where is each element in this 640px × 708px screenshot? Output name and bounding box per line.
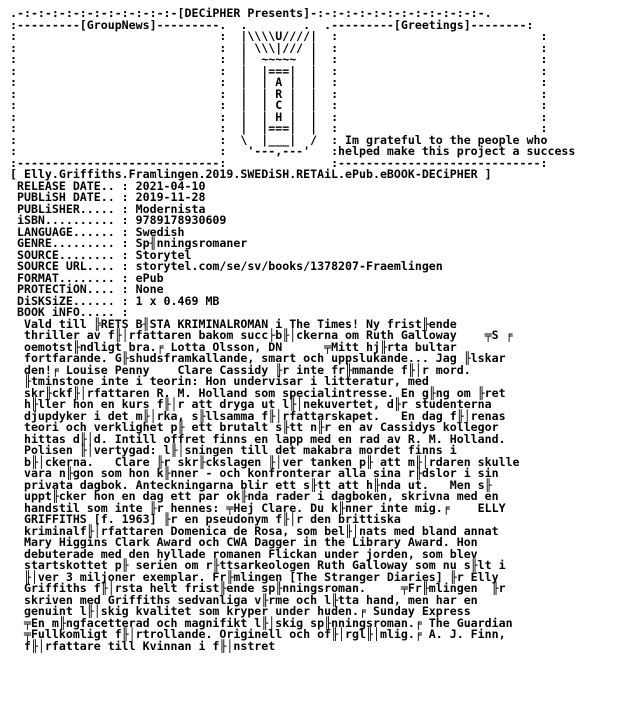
nfo-line: .-:-:-:-:-:-:-:-:-:-:-:-[DECiPHER Presents]-:-:-:-:-:-:-:-:-:-:-:-:-.	[10, 6, 492, 20]
nfo-line: GRIFFITHS [f. 1963] ╟r en pseudonym f╟│r den brittiska	[10, 512, 401, 526]
nfo-line: debuterade med den hyllade romanen Flickan under jorden, som blev	[10, 546, 478, 561]
nfo-line: iSBN.......... : 9789178930609	[10, 213, 227, 227]
nfo-line: ╟tminstone inte i teorin: Hon undervisar i litteratur, med	[10, 374, 429, 388]
nfo-line: b╟│ckerna. Clare ╟r skr╟ckslagen ╟│ver tanken p╟ att m╟│rdaren skulle	[10, 454, 520, 469]
nfo-line: : : | | C | | : :	[10, 98, 548, 112]
nfo-line: GENRE......... : Sp╢nningsromaner	[10, 236, 248, 250]
nfo-line: PUBLiSHER..... : Modernista	[10, 201, 206, 216]
nfo-line: ╤En m╟ngfacetterad och magnifikt l╟│skig sp╟nningsroman.╒ The Guardian	[10, 615, 513, 630]
nfo-line: oemotst╟ndligt bra.╒ Lotta Olsson, DN ╤Mitt hj╟rta bultar	[10, 339, 457, 354]
nfo-line: : : | |===| | : :	[10, 121, 548, 135]
nfo-line: djupdyker i det m╟│rka, s╟llsamma f╟│rfattarskapet. En dag f╟│renas	[10, 408, 506, 423]
nfo-line: SOURCE URL.... : storytel.com/se/sv/books/1378207-Fraemlingen	[10, 259, 443, 273]
nfo-line: ╤Fullkomligt f╟│rtrollande. Originell och of╟│rgl╟│mlig.╒ A. J. Finn,	[10, 627, 506, 641]
nfo-line: : : | ~~~~~ | : :	[10, 52, 548, 66]
nfo-line: Vald till ╠RETS B╢STA KRIMINALROMAN i The Times! Ny frist╟ende	[10, 316, 457, 331]
nfo-line: hittas d╟│d. Intill offret finns en lapp med en rad av R. M. Holland.	[10, 431, 506, 446]
nfo-document	[10, 8, 575, 652]
nfo-line: : : | |===| | : :	[10, 63, 548, 78]
nfo-line: BOOK iNFO..... :	[10, 305, 129, 319]
nfo-line: RELEASE DATE.. : 2021-04-10	[10, 178, 206, 193]
nfo-line: Polisen ╟│vertygad: l╟│sningen till det makabra mordet finns i	[10, 443, 457, 457]
nfo-line: DiSKSiZE...... : 1 x 0.469 MB	[10, 293, 220, 308]
nfo-line: ╟│ver 3 miljoner exemplar. Fr╟mlingen [The Stranger Diaries] ╟r Elly	[10, 569, 499, 584]
nfo-line: h╟ller hon en kurs f╟│r att dryga ut l╟│nekuvertet, d╟r studenterna	[10, 397, 492, 411]
nfo-line: SOURCE........ : Storytel	[10, 247, 192, 262]
nfo-line: [ Elly.Griffiths.Framlingen.2019.SWEDiSH.RETAiL.ePub.eBOOK-DECiPHER ]	[10, 167, 492, 181]
nfo-line: : : \ |___| / : Im grateful to the people who	[10, 132, 548, 147]
nfo-line: : : | | A | | : :	[10, 75, 548, 89]
nfo-line: Mary Higgins Clark Award och CWA Dagger in the Library Award. Hon	[10, 535, 478, 549]
nfo-line: FORMAT........ : ePub	[10, 270, 164, 285]
nfo-line: teori och verklighet p╟ ett brutalt s╟tt n╟r en av Cassidys kollegor	[10, 420, 499, 434]
nfo-line: :---------[GroupNews]---------. . . .---------[Greetings]--------:	[10, 17, 534, 32]
nfo-line: : : '---,---' :helped make this project a success	[10, 144, 576, 158]
nfo-line: den!╒ Louise Penny Clare Cassidy ╟r inte fr╟mmande f╟│r mord.	[10, 362, 471, 377]
nfo-line: fortfarande. G╟shudsframkallande, smart och uppslukande... Jag ╟lskar	[10, 351, 506, 365]
nfo-line: PUBLiSH DATE.. : 2019-11-28	[10, 190, 206, 204]
nfo-line: uppt╟cker hon en dag ett par ok╟nda rader i dagboken, skrivna med en	[10, 489, 499, 503]
nfo-line: f╟│rfattare till Kvinnan i f╟│nstret	[10, 638, 276, 653]
nfo-line: LANGUAGE...... : Swedish	[10, 224, 185, 239]
nfo-line: : : | | R | | : :	[10, 86, 548, 101]
nfo-line: PROTECTiON.... : None	[10, 282, 164, 296]
nfo-line: : : | | H | | : :	[10, 109, 548, 124]
nfo-line: : : |\\\\U////| : :	[10, 29, 548, 43]
nfo-line: kriminalf╟│rfattaren Domenica de Rosa, som bel╟│nats med bland annat	[10, 523, 499, 538]
nfo-line: genuint l╟│skig kvalitet som kryper under huden.╒ Sunday Express	[10, 604, 471, 618]
nfo-line: privata dagbok. Anteckningarna blir ett s╟tt att h╟nda ut. Men s╟	[10, 477, 492, 492]
nfo-line: vara n╟gon som hon k╟nner - och konfronterar alla sina r╟dslor i sin	[10, 466, 499, 480]
nfo-line: : : | \\\|/// | : :	[10, 40, 548, 55]
nfo-line: skr╟ckf╟│rfattaren R. M. Holland som specialintresse. En g╟ng om ╟ret	[10, 385, 506, 400]
nfo-line: :-----------------------------: :-----------------------------:	[10, 155, 548, 170]
nfo-line: skriven med Griffiths sedvanliga v╟rme och l╟tta hand, men har en	[10, 592, 478, 607]
nfo-line: startskottet p╟ serien om r╟ttsarkeologen Ruth Galloway som nu s╟lt i	[10, 558, 506, 572]
nfo-line: Griffiths f╟│rsta helt frist╟ende sp╟nningsroman. ╤Fr╟mlingen ╟r	[10, 581, 506, 595]
nfo-line: handstil som inte ╟r hennes: ╤Hej Clare. Du k╟nner inte mig.╒ ELLY	[10, 500, 506, 515]
nfo-line: thriller av f╟│rfattaren bakom succ├b╟│ckerna om Ruth Galloway ╤S ╒	[10, 328, 513, 342]
